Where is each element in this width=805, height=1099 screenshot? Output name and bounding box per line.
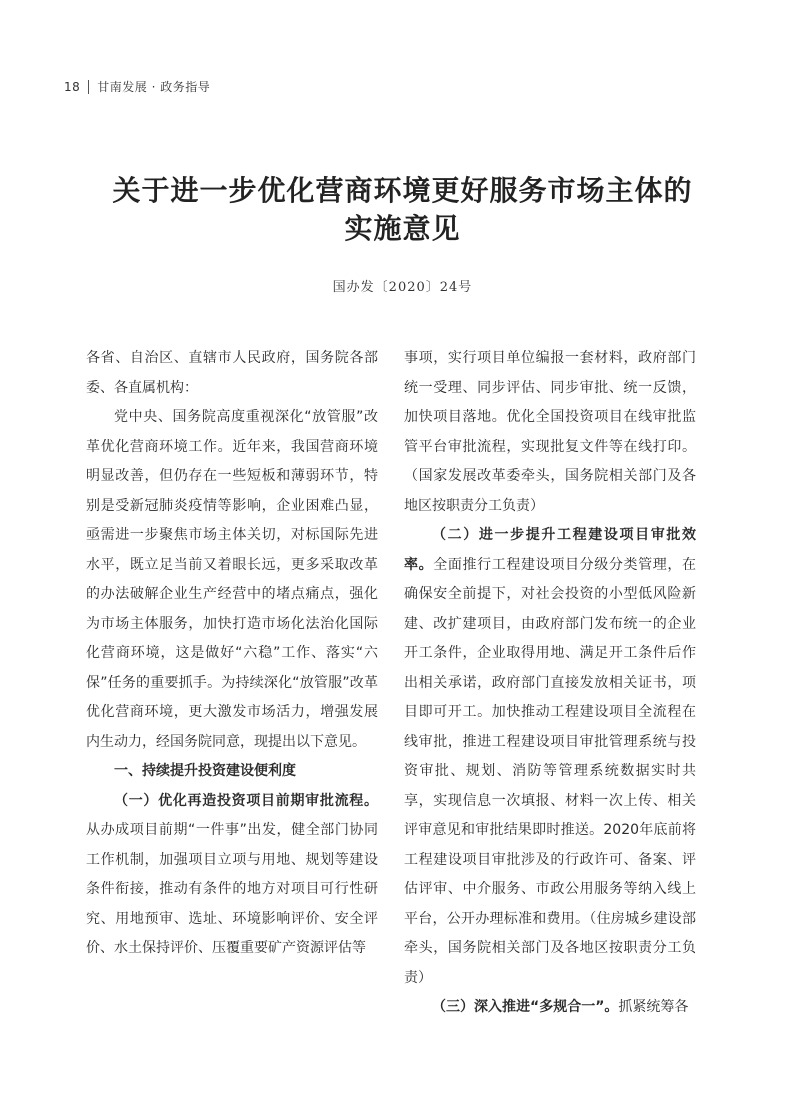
item-2-body: 全面推行工程建设项目分级分类管理，在确保安全前提下，对社会投资的小型低风险新建、改扩建项目，由政府部门发布统一的企业开工条件，企业取得用地、满足开工条件后作出相关承诺，政府部门直接发放相关证书，项目即可开工。加快推动工程建设项目全流程在线审批，推进工程建设项目审批管理系统与投资审批、规划、消防等管理系统数据实时共享，实现信息一次填报、材料一次上传、相关评审意见和审批结果即时推送。2020年底前将工程建设项目审批涉及的行政许可、备案、评估评审、中介服务、市政公用服务等纳入线上平台，公开办理标准和费用。（住房城乡建设部牵头，国务院相关部门及各地区按职责分工负责）: [404, 556, 697, 986]
section-heading-1: 一、持续提升投资建设便利度: [114, 763, 296, 779]
item-1-continued: 事项，实行项目单位编报一套材料，政府部门统一受理、同步评估、同步审批、统一反馈，加快项目落地。优化全国投资项目在线审批监管平台审批流程，实现批复文件等在线打印。（国家发展改革委牵头，国务院相关部门及各地区按职责分工负责）: [404, 350, 696, 514]
page-number: 18: [64, 79, 81, 94]
item-3-paragraph: [404, 993, 696, 1023]
item-3-body: 抓紧统筹各: [618, 999, 689, 1015]
item-3-heading: （三）深入推进“多规合一”。: [432, 999, 619, 1015]
right-column: [404, 344, 696, 1023]
item-1-body: 从办成项目前期“一件事”出发，健全部门协同工作机制，加强项目立项与用地、规划等建设条件衔接，推动有条件的地方对项目可行性研究、用地预审、选址、环境影响评价、安全评价、水土保持评价、压覆重要矿产资源评估等: [86, 822, 378, 956]
salutation: 各省、自治区、直辖市人民政府，国务院各部委、各直属机构：: [86, 350, 378, 396]
running-header: [64, 78, 210, 95]
document-number: 国办发〔2020〕24号: [332, 280, 473, 295]
item-2-heading: （二）进一步提升工程建设项目审批效率。: [404, 527, 696, 573]
left-column: [86, 344, 378, 964]
item-2-paragraph: [404, 521, 696, 993]
article-title: [0, 172, 805, 248]
journal-name: 甘南发展 · 政务指导: [97, 80, 211, 94]
item-1-heading: （一）优化再造投资项目前期审批流程。: [114, 792, 378, 809]
item-1-paragraph: [86, 787, 378, 964]
title-line-1: 关于进一步优化营商环境更好服务市场主体的: [112, 174, 693, 207]
preamble-paragraph: 党中央、国务院高度重视深化“放管服”改革优化营商环境工作。近年来，我国营商环境明显改善，但仍存在一些短板和薄弱环节，特别是受新冠肺炎疫情等影响，企业困难凸显，亟需进一步聚焦市场主体关切，对标国际先进水平，既立足当前又着眼长远，更多采取改革的办法破解企业生产经营中的堵点痛点，强化为市场主体服务，加快打造市场化法治化国际化营商环境，这是做好“六稳”工作、落实“六保”任务的重要抓手。为持续深化“放管服”改革优化营商环境，更大激发市场活力，增强发展内生动力，经国务院同意，现提出以下意见。: [86, 409, 378, 750]
title-line-2: 实施意见: [344, 212, 461, 245]
header-divider: [88, 80, 89, 94]
